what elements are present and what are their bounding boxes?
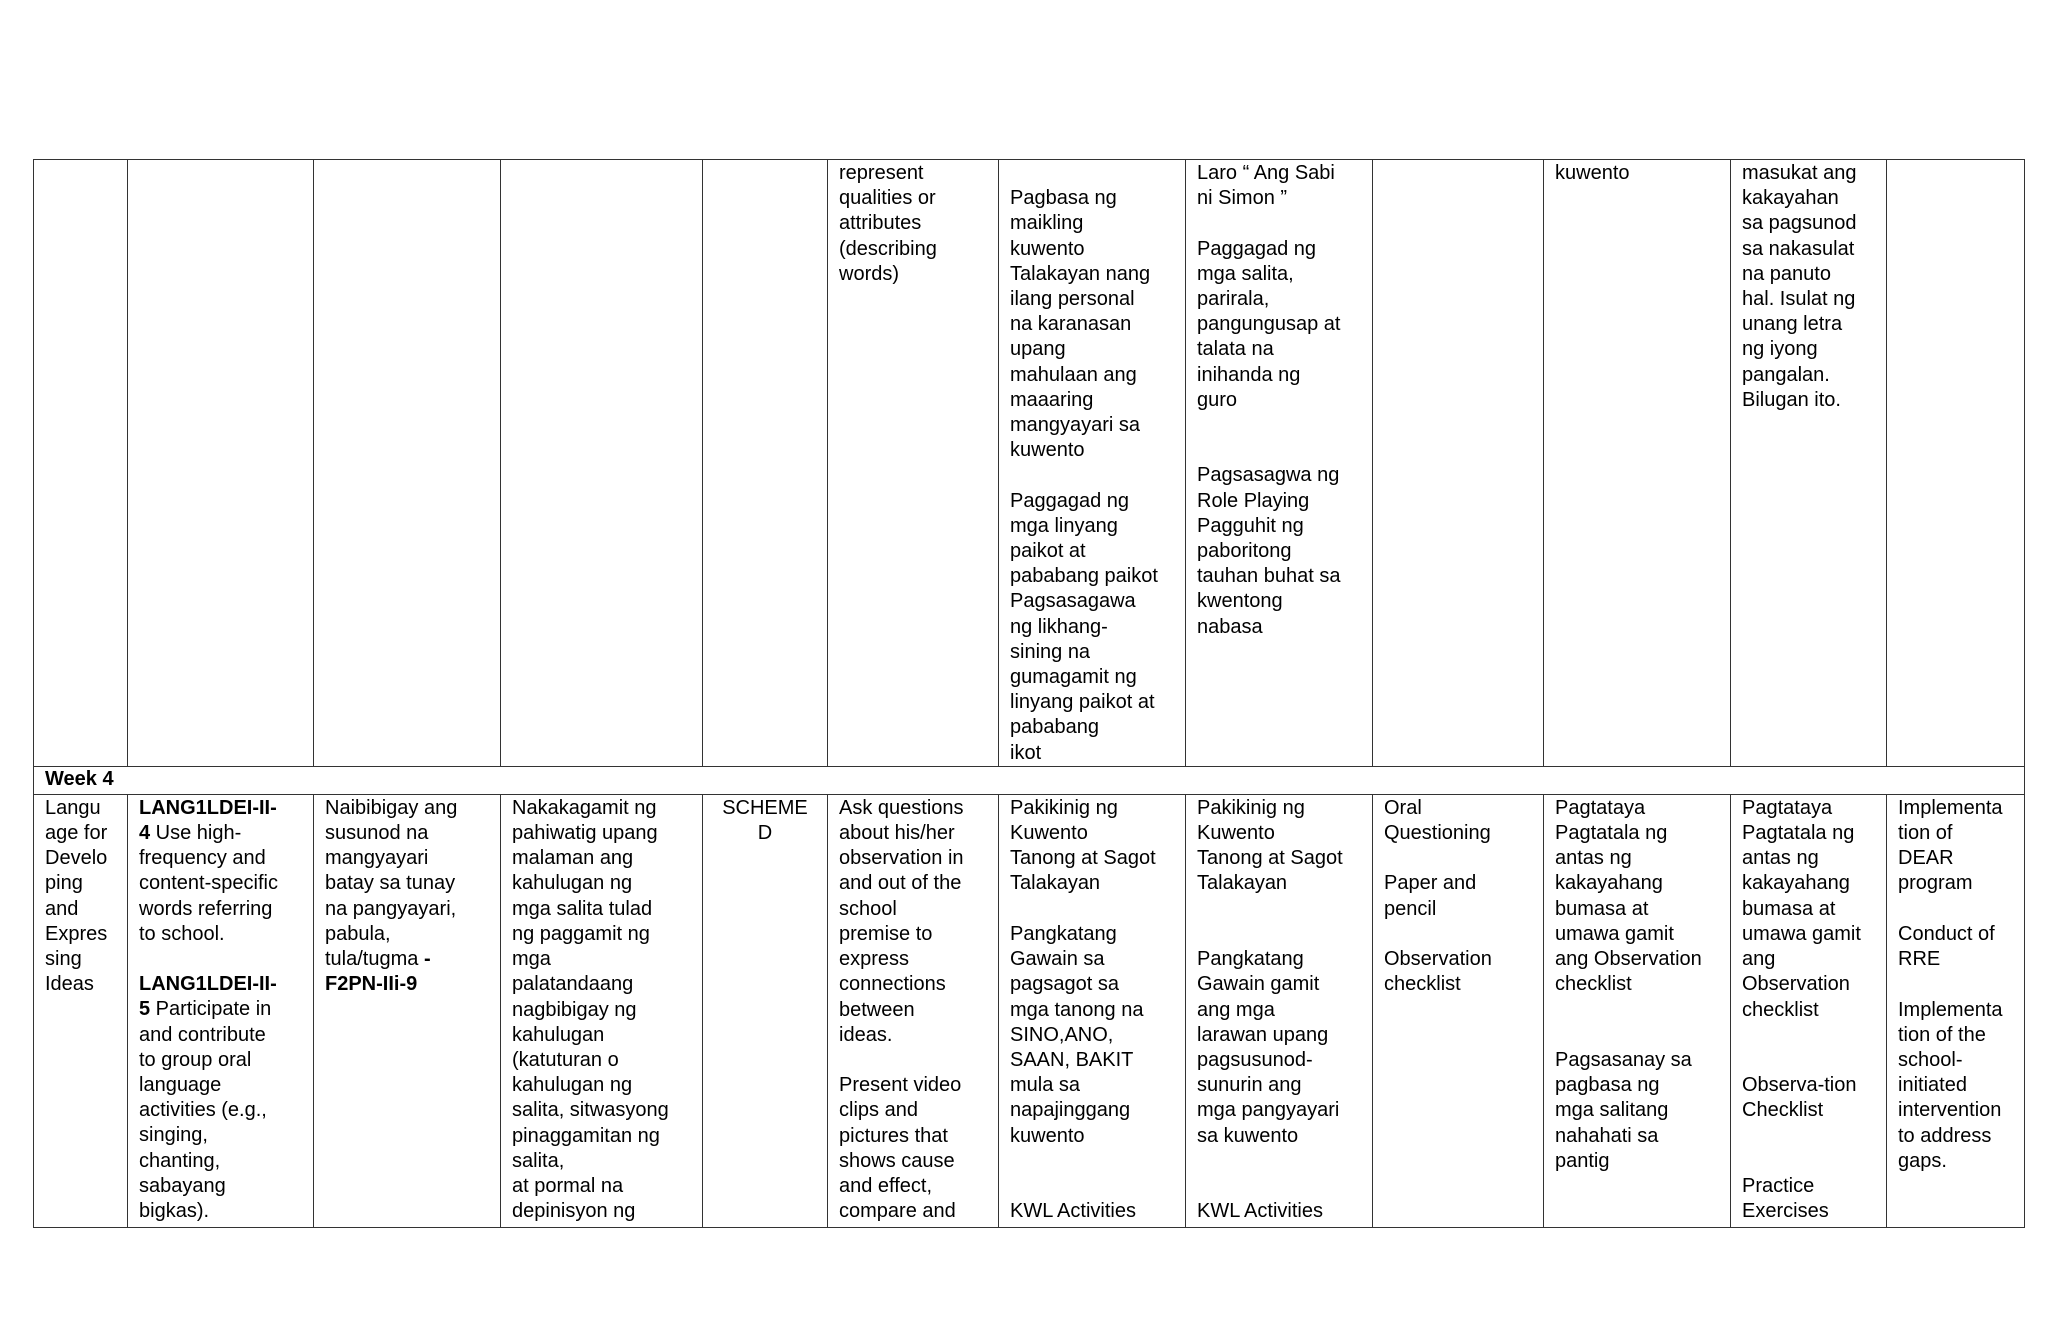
table-cell: Implementa tion of DEAR program Conduct of RRE Implementa tion of the school- initiated intervention to address gaps. <box>1887 794 2025 1227</box>
table-cell <box>1373 160 1544 767</box>
table-cell <box>703 160 828 767</box>
table-cell: Nakakagamit ng pahiwatig upang malaman ang kahulugan ng mga salita tulad ng paggamit ng mga palatandaang nagbibigay ng kahulugan (katuturan o kahulugan ng salita, sitwasyong pinaggamitan ng salita, at pormal na depinisyon ng <box>501 794 703 1227</box>
competency-text: Participate in and contribute to group oral language activities (e.g., singing, chanting, sabayang bigkas). <box>139 998 272 1222</box>
table-cell: Oral Questioning Paper and pencil Observation checklist <box>1373 794 1544 1227</box>
table-cell: Pagbasa ng maikling kuwento Talakayan nang ilang personal na karanasan upang mahulaan ang maaaring mangyayari sa kuwento Paggagad ng mga linyang paikot at pababang paikot Pagsasagawa ng likhang- sining na gumagamit ng linyang paikot at pababang ikot <box>999 160 1186 767</box>
table-cell: Laro “ Ang Sabi ni Simon ” Paggagad ng mga salita, parirala, pangungusap at talata na inihanda ng guro Pagsasagwa ng Role Playing Pagguhit ng paboritong tauhan buhat sa kwentong nabasa <box>1186 160 1373 767</box>
table-cell: represent qualities or attributes (describing words) <box>828 160 999 767</box>
table-cell: Pagtataya Pagtatala ng antas ng kakayahang bumasa at umawa gamit ang Observation checklist Pagsasanay sa pagbasa ng mga salitang nahahati sa pantig <box>1544 794 1731 1227</box>
table-cell: Pagtataya Pagtatala ng antas ng kakayahang bumasa at umawa gamit ang Observation checklist Observa-tion Checklist Practice Exercises <box>1731 794 1887 1227</box>
domain-cell: Langu age for Develo ping and Expres sing Ideas <box>34 794 128 1227</box>
table-cell: Ask questions about his/her observation in and out of the school premise to express connections between ideas. Present video clips and pictures that shows cause and effect, compare and <box>828 794 999 1227</box>
table-cell <box>1887 160 2025 767</box>
spacer <box>139 947 302 972</box>
week-label: Week 4 <box>34 766 2025 794</box>
table-row-previous <box>34 160 2025 767</box>
week-header-row <box>34 766 2025 794</box>
competency-code: LANG1LDEI-II- 5 <box>139 973 277 1021</box>
competency-cell <box>128 794 314 1227</box>
filipino-competency-code: - F2PN-IIi-9 <box>325 948 431 996</box>
competency-code: LANG1LDEI-II- 4 <box>139 796 277 845</box>
table-cell <box>128 160 314 767</box>
table-cell: masukat ang kakayahan sa pagsunod sa nakasulat na panuto hal. Isulat ng unang letra ng iyong pangalan. Bilugan ito. <box>1731 160 1887 767</box>
table-cell: SCHEME D <box>703 794 828 1227</box>
filipino-competency-text: Naibibigay ang susunod na mangyayari batay sa tunay na pangyayari, pabula, tula/tugma <box>325 796 458 971</box>
table-cell <box>314 160 501 767</box>
table-cell: kuwento <box>1544 160 1731 767</box>
table-cell: Pakikinig ng Kuwento Tanong at Sagot Talakayan Pangkatang Gawain sa pagsagot sa mga tanong na SINO,ANO, SAAN, BAKIT mula sa napajinggang kuwento KWL Activities <box>999 794 1186 1227</box>
curriculum-table <box>33 159 2025 1228</box>
filipino-competency-cell <box>314 794 501 1227</box>
table-row-week-4 <box>34 794 2025 1227</box>
competency-text: Use high- frequency and content-specific words referring to school. <box>139 822 278 945</box>
table-cell: Pakikinig ng Kuwento Tanong at Sagot Talakayan Pangkatang Gawain gamit ang mga larawan upang pagsusunod- sunurin ang mga pangyayari sa kuwento KWL Activities <box>1186 794 1373 1227</box>
table-cell <box>34 160 128 767</box>
table-cell <box>501 160 703 767</box>
